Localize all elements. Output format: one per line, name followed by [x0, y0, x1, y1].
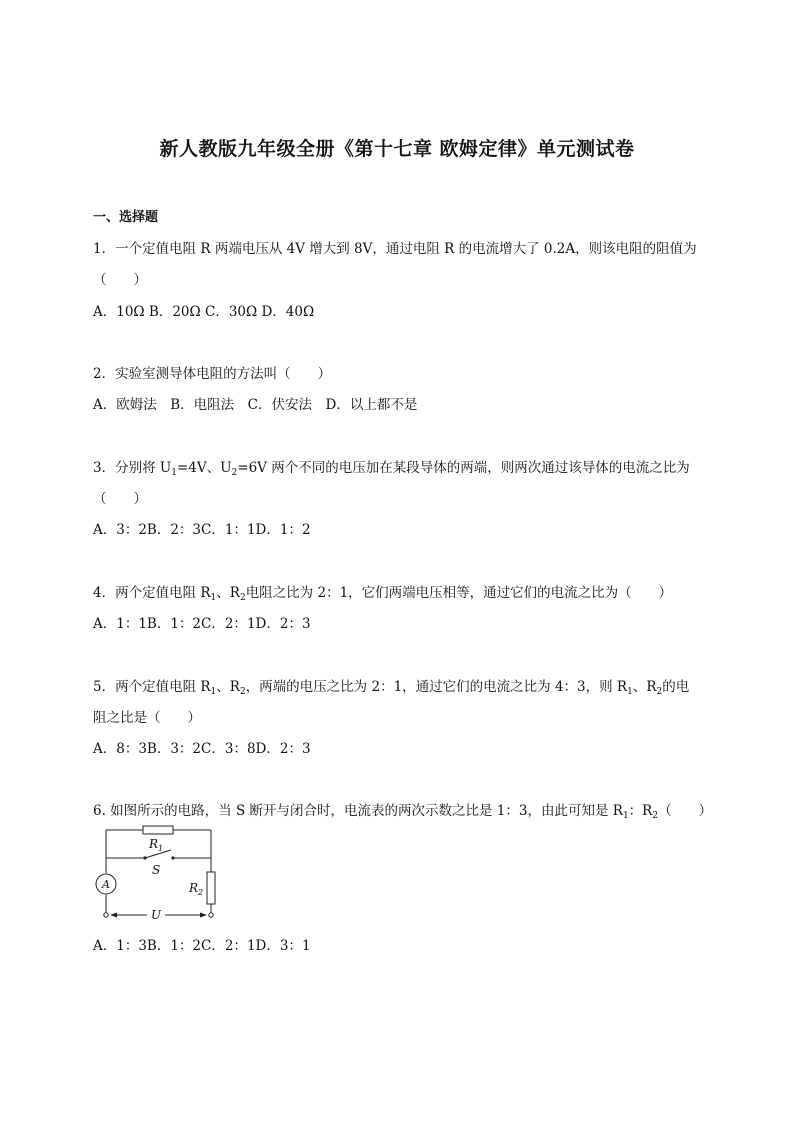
switch-pivot: [143, 856, 146, 859]
label-switch: S: [152, 863, 161, 877]
terminal-right: [209, 913, 213, 917]
question-2-text: 2．实验室测导体电阻的方法叫（ ）: [93, 366, 332, 382]
question-5-text: 5．两个定值电阻 $R_1$、$R_2$，两端的电压之比为 2：1，通过它们的电流之比为 4：3，则 $R_1$、$R_2$的电: [93, 679, 690, 697]
question-5-text-cont: 阻之比是（ ）: [93, 710, 201, 726]
question-6-options: A．1：3B．1：2C．2：1D．3：1: [93, 938, 311, 954]
question-3-options: A．3：2B．2：3C．1：1D．1：2: [93, 522, 311, 538]
page-title: 新人教版九年级全册《第十七章 欧姆定律》单元测试卷: [159, 138, 635, 160]
question-2-options: A．欧姆法 B．电阻法 C．伏安法 D．以上都不是: [93, 397, 418, 413]
label-voltage: U: [151, 908, 162, 922]
question-4-options: A．1：1B．1：2C．2：1D．2：3: [93, 616, 311, 632]
voltage-arrowhead-left: [110, 913, 117, 918]
label-r2: $R_2$: [189, 881, 204, 897]
question-3-text: 3．分别将 $U_1=4V$、$U_2=6V$ 两个不同的电压加在某段导体的两端，则两次通过该导体的电流之比为: [93, 460, 690, 478]
question-6-text: 6. 如图所示的电路，当 S 断开与闭合时，电流表的两次示数之比是 1：3，由此可知是 $R_1$：$R_2$（ ）: [93, 803, 713, 821]
resistor-r2: [207, 872, 215, 904]
question-4-text: 4．两个定值电阻 $R_1$、$R_2$电阻之比为 2：1，它们两端电压相等，通过它们的电流之比为（ ）: [93, 585, 673, 603]
label-r1: $R_1$: [149, 837, 164, 853]
section-heading: 一、选择题: [93, 210, 159, 225]
question-3-bracket: （ ）: [93, 491, 147, 507]
circuit-diagram: [93, 822, 228, 927]
question-1-bracket: （ ）: [93, 272, 147, 288]
terminal-left: [104, 913, 108, 917]
question-1-text: 1．一个定值电阻 R 两端电压从 4V 增大到 8V，通过电阻 R 的电流增大了 0.2A，则该电阻的阻值为: [93, 241, 697, 257]
label-ammeter: A: [102, 878, 110, 891]
resistor-r1: [143, 826, 173, 834]
question-1-options: A．10Ω B．20Ω C．30Ω D．40Ω: [93, 304, 315, 320]
switch-contact: [171, 856, 174, 859]
question-5-options: A．8：3B．3：2C．3：8D．2：3: [93, 741, 311, 757]
voltage-arrowhead-right: [200, 913, 207, 918]
